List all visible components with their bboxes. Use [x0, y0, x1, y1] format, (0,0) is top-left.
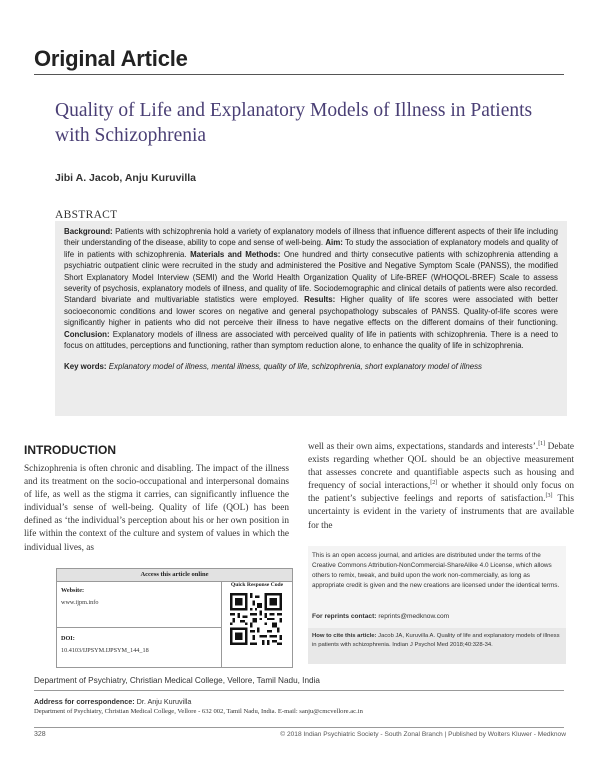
- qr-code-label: Quick Response Code: [230, 582, 284, 588]
- results-label: Results:: [304, 295, 336, 305]
- methods-text: One hundred and thirty consecutive patients with schizophrenia attending a psychiatric outpatient clinic were recruited in the study and administered the Positive and Negative Symptom Scale (PANSS), the modified Short Explanatory Model Interview (SEMI) and the World Health Organization Quality of Life-BREF (WHOQOL-BREF) Scale to assess severity of psychosis, explanatory models of illness, and quality of life. Sociodemographic and clinical details of patients were also recorded. Standard bivariate and multivariable statistics were employed.: [64, 249, 559, 305]
- background-label: Background:: [64, 227, 113, 236]
- keywords-text: Explanatory model of illness, mental illness, quality of life, schizophrenia, short explanatory model of illness: [108, 362, 482, 372]
- page-number: 328: [34, 731, 46, 738]
- intro-right-text-2: Debate exists regarding whether QOL should be an objective measurement that assesses concrete and quantifiable aspects such as housing and frequency of social interactions,: [308, 442, 574, 492]
- website-link[interactable]: www.ijpm.info: [61, 599, 99, 606]
- cite-label: How to cite this article:: [312, 633, 377, 639]
- introduction-left-column: Schizophrenia is often chronic and disabling. The impact of the illness and its treatment on the socio-occupational and interpersonal domains of life, as well as the stigma it carries, can significantly influence the individual’s sense of well-being. Quality of life (QOL) has been defined as ‘the individual’s perception about his or her own position in life within the context of the culture and system of values in which the individual lives, as: [24, 464, 289, 553]
- correspondence-name: Dr. Anju Kuruvilla: [136, 697, 192, 706]
- doi-label: DOI:: [61, 635, 75, 642]
- aim-text: To study the association of explanatory models and quality of life in patients with schizophrenia.: [64, 238, 558, 259]
- footer-divider: [34, 727, 564, 728]
- keywords-label: Key words:: [64, 362, 107, 372]
- intro-right-text-4: This uncertainty is evident in the variety of instruments that are available for the: [308, 494, 575, 531]
- access-box-divider: [221, 581, 222, 667]
- citation-ref-3[interactable]: [3]: [545, 493, 553, 500]
- access-box-separator: [57, 627, 221, 628]
- methods-label: Materials and Methods:: [190, 249, 281, 259]
- footer-credit: © 2018 Indian Psychiatric Society - South Zonal Branch | Published by Wolters Kluwer - Medknow: [280, 731, 566, 738]
- citation-ref-2[interactable]: [2]: [430, 480, 438, 487]
- keywords-line: [64, 361, 558, 372]
- section-label: Original Article: [34, 46, 188, 71]
- correspondence-detail: Department of Psychiatry, Christian Medical College, Vellore - 632 002, Tamil Nadu, India. E-mail: sanju@cmcvellore.ac.in: [34, 708, 363, 715]
- citation-text: [312, 632, 562, 649]
- cite-body: Jacob JA, Kuruvilla A. Quality of life and explanatory models of illness in patients with schizophrenia. Indian J Psychol Med 2018;40:328-34.: [312, 633, 560, 648]
- introduction-right-column: [308, 441, 574, 533]
- article-title: Quality of Life and Explanatory Models of Illness in Patients with Schizophrenia: [55, 100, 533, 146]
- abstract-heading: ABSTRACT: [55, 209, 118, 221]
- intro-right-text-1: well as their own aims, expectations, standards and interests’.: [308, 442, 539, 452]
- license-text: This is an open access journal, and articles are distributed under the terms of the Creative Commons Attribution-NonCommercial-ShareAlike 4.0 License, which allows others to remix, tweak, and build upon the work non-commercially, as long as appropriate credit is given and the new creations are licensed under the identical terms.: [312, 552, 560, 590]
- conclusion-label: Conclusion:: [64, 329, 110, 339]
- reprints-contact: [312, 613, 449, 620]
- abstract-text: [64, 226, 558, 351]
- access-online-box: [56, 568, 293, 668]
- access-box-title: Access this article online: [57, 569, 292, 582]
- section-divider: [34, 74, 564, 75]
- introduction-heading: INTRODUCTION: [24, 443, 116, 457]
- correspondence-label: Address for correspondence:: [34, 697, 135, 706]
- citation-ref-1[interactable]: [1]: [538, 440, 546, 447]
- aim-label: Aim:: [325, 238, 343, 248]
- affiliation-department: Department of Psychiatry, Christian Medical College, Vellore, Tamil Nadu, India: [34, 676, 320, 685]
- results-text: Higher quality of life scores were associated with better socioeconomic conditions and lower scores on negative and general psychopathology subscales of PANSS. Quality-of-life scores were significantly higher in patients who did not perceive their illness to have negative effects on the different domains of their functioning.: [64, 295, 558, 328]
- intro-right-text-3: or whether it should only focus on the patient’s subjective feelings and reports of satisfaction.: [308, 481, 574, 505]
- affiliation-divider: [34, 690, 564, 691]
- doi-link[interactable]: 10.4103/IJPSYM.IJPSYM_144_18: [61, 647, 149, 654]
- correspondence-line: [34, 697, 191, 706]
- reprints-label: For reprints contact:: [312, 613, 377, 620]
- author-list: Jibi A. Jacob, Anju Kuruvilla: [55, 172, 196, 184]
- website-label: Website:: [61, 587, 85, 594]
- abstract-box: [55, 221, 567, 416]
- background-text: Patients with schizophrenia hold a variety of explanatory models of illness that influence different aspects of their life including their understanding of the disease, ability to cope and sense of well-being.: [64, 227, 558, 248]
- qr-code-icon[interactable]: [230, 593, 282, 650]
- reprints-email[interactable]: reprints@medknow.com: [378, 613, 450, 620]
- conclusion-text: Explanatory models of illness are associated with perceived quality of life in patients with schizophrenia. There is a need to focus on attitudes, perceptions and functioning, rather than symptom reduction alone, to enhance the quality of life in schizophrenia.: [64, 329, 558, 351]
